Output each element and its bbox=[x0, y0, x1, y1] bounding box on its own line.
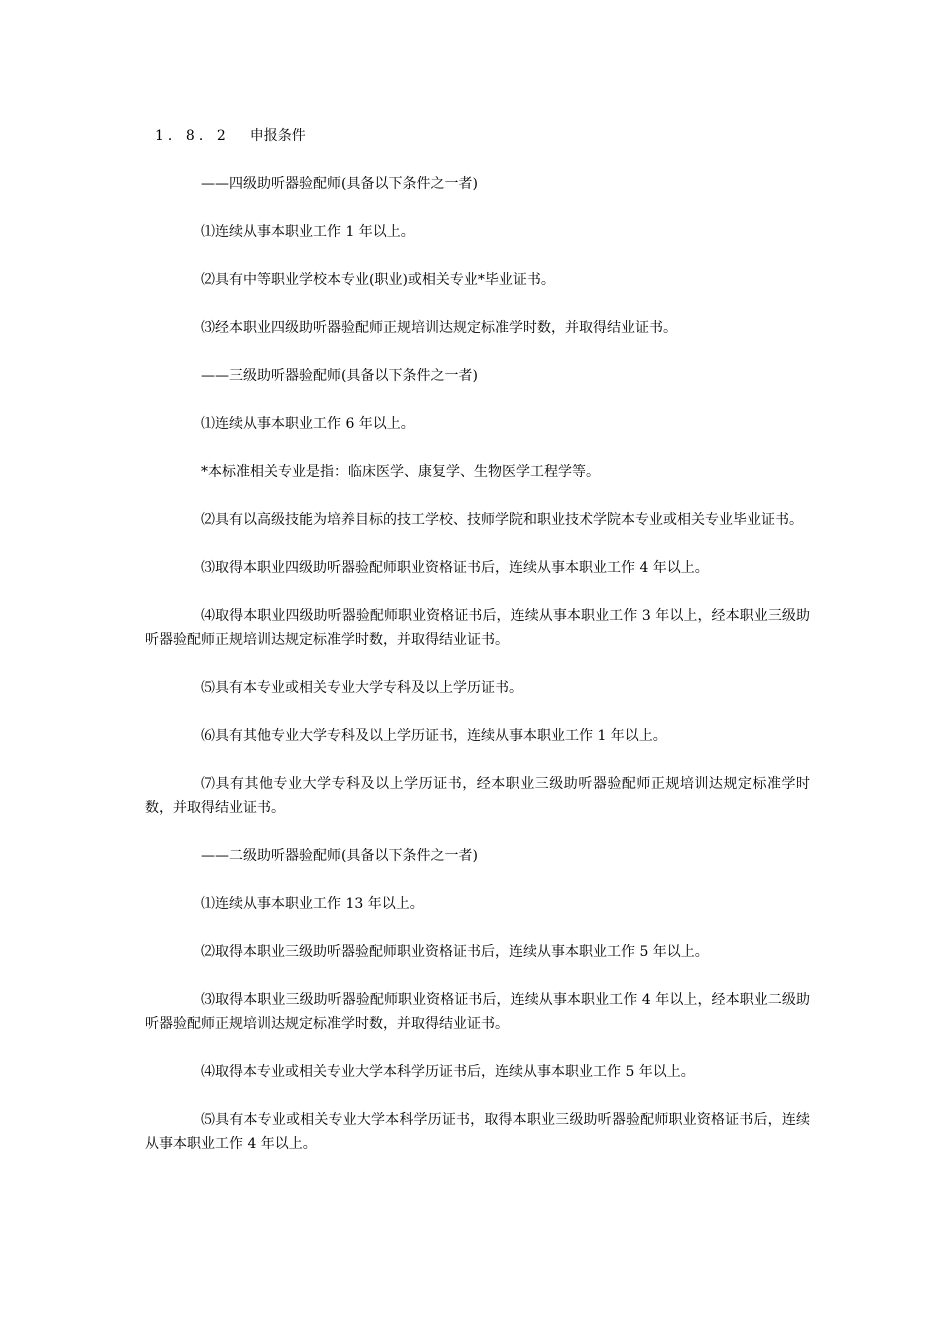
paragraph: ⑴连续从事本职业工作 13 年以上。 bbox=[201, 896, 424, 912]
footnote: *本标准相关专业是指：临床医学、康复学、生物医学工程学等。 bbox=[201, 464, 600, 480]
paragraph: ⑶经本职业四级助听器验配师正规培训达规定标准学时数，并取得结业证书。 bbox=[201, 320, 677, 336]
paragraph: ⑵具有以高级技能为培养目标的技工学校、技师学院和职业技术学院本专业或相关专业毕业证书。 bbox=[201, 512, 803, 528]
paragraph: ⑺具有其他专业大学专科及以上学历证书，经本职业三级助听器验配师正规培训达规定标准学时数，并取得结业证书。 bbox=[145, 776, 810, 816]
paragraph: ⑵取得本职业三级助听器验配师职业资格证书后，连续从事本职业工作 5 年以上。 bbox=[201, 944, 709, 960]
section-title: 申报条件 bbox=[249, 128, 306, 144]
paragraph: ⑴连续从事本职业工作 1 年以上。 bbox=[201, 224, 415, 240]
paragraph: ——二级助听器验配师(具备以下条件之一者) bbox=[201, 848, 478, 864]
paragraph: ⑸具有本专业或相关专业大学专科及以上学历证书。 bbox=[201, 680, 523, 696]
paragraph: ——三级助听器验配师(具备以下条件之一者) bbox=[201, 368, 478, 384]
paragraph: ⑷取得本专业或相关专业大学本科学历证书后，连续从事本职业工作 5 年以上。 bbox=[201, 1064, 695, 1080]
section-number: 1．8．2 bbox=[155, 128, 230, 144]
paragraph: ⑹具有其他专业大学专科及以上学历证书，连续从事本职业工作 1 年以上。 bbox=[201, 728, 667, 744]
paragraph: ⑴连续从事本职业工作 6 年以上。 bbox=[201, 416, 415, 432]
paragraph: ⑶取得本职业三级助听器验配师职业资格证书后，连续从事本职业工作 4 年以上，经本职业二级助听器验配师正规培训达规定标准学时数，并取得结业证书。 bbox=[145, 992, 810, 1032]
section-heading bbox=[155, 124, 810, 148]
paragraph: ⑵具有中等职业学校本专业(职业)或相关专业*毕业证书。 bbox=[201, 272, 555, 288]
paragraph: ⑶取得本职业四级助听器验配师职业资格证书后，连续从事本职业工作 4 年以上。 bbox=[201, 560, 709, 576]
document-page bbox=[145, 124, 810, 1180]
paragraph: ——四级助听器验配师(具备以下条件之一者) bbox=[201, 176, 478, 192]
paragraph: ⑷取得本职业四级助听器验配师职业资格证书后，连续从事本职业工作 3 年以上，经本职业三级助听器验配师正规培训达规定标准学时数，并取得结业证书。 bbox=[145, 608, 810, 648]
paragraph: ⑸具有本专业或相关专业大学本科学历证书，取得本职业三级助听器验配师职业资格证书后，连续从事本职业工作 4 年以上。 bbox=[145, 1112, 810, 1152]
